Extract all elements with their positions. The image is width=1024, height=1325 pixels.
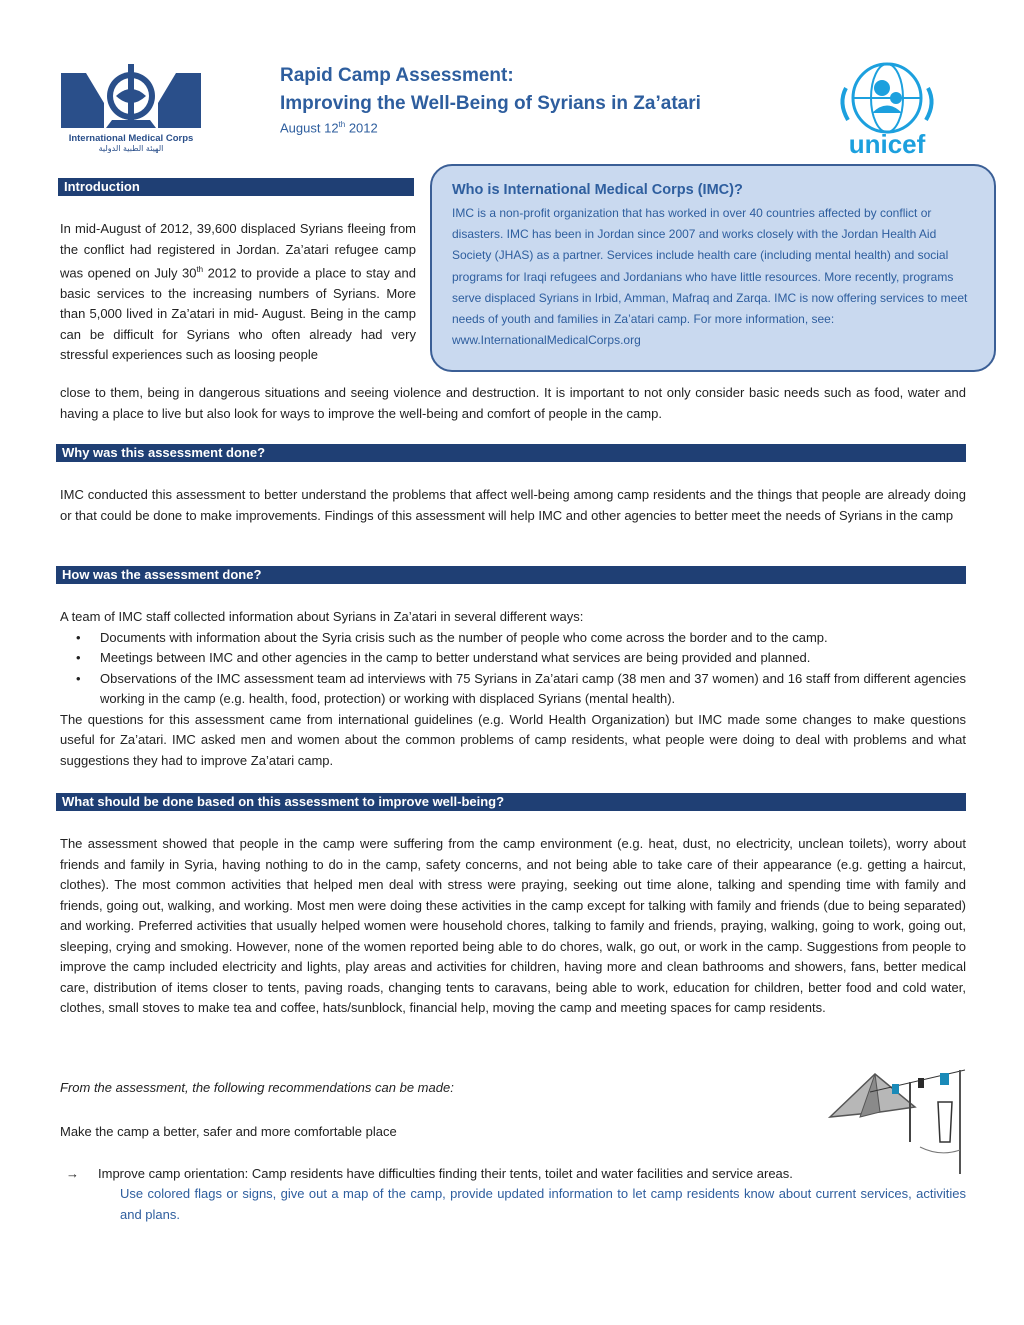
what-heading: What should be done based on this assessment to improve well-being? — [56, 793, 966, 811]
imc-logo-arabic: الهيئة الطبية الدولية — [98, 144, 164, 153]
recommend-item-1-action: Use colored flags or signs, give out a map of the camp, provide updated information to let camp residents know about current services, activities and plans. — [120, 1186, 966, 1222]
how-after: The questions for this assessment came from international guidelines (e.g. World Health Organization) but IMC made some changes to make questions useful for Za’atari. IMC asked men and women about the common problems of camp residents, what people were doing to deal with problems and what suggestions they had to improve Za’atari camp. — [60, 711, 966, 768]
imc-info-text: IMC is a non-profit organization that has worked in over 40 countries affected by conflict or disasters. IMC has been in Jordan since 2007 and works closely with the Jordan Health Aid Society (JHAS) as a partner. Services include health care (including mental health) and social programs for Iraqi refugees and Jordanians who have little resources. More recently, programs serve displaced Syrians in Irbid, Amman, Mafraq and Zarqa. IMC is now offering services to meet needs of youth and families in Za’atari camp. For more information, see: www.InternationalMedicalCorps.org — [452, 206, 968, 348]
imc-logo-text: International Medical Corps — [68, 133, 194, 144]
date-suffix: 2012 — [345, 120, 378, 136]
recommend-subheading: Make the camp a better, safer and more comfortable place — [60, 1124, 397, 1139]
arrow-icon: → — [66, 1166, 79, 1181]
title-line-1: Rapid Camp Assessment: — [280, 65, 514, 86]
bullet-dot: • — [76, 629, 81, 645]
date-sup: th — [338, 120, 346, 129]
list-item — [60, 628, 966, 649]
bullet-dot: • — [76, 650, 81, 665]
bullet-text: Meetings between IMC and other agencies in the camp to better understand what services are being provided and planned. — [100, 650, 811, 665]
list-item — [60, 648, 966, 669]
how-intro: A team of IMC staff collected information about Syrians in Za’atari in several different ways: — [60, 609, 584, 624]
intro-text-b: 2012 to provide a place to stay and basic services to the increasing numbers of Syrians. More than 5,000 lived in Za’atari in mid- August. Being in the camp can be difficult for Syrians who often already had very stressful experiences such as loosing people — [60, 265, 416, 363]
date-prefix: August 12 — [280, 120, 339, 136]
how-section — [60, 607, 966, 771]
why-heading: Why was this assessment done? — [56, 444, 966, 462]
recommend-item-1: Improve camp orientation: Camp residents have difficulties finding their tents, toilet and water facilities and service areas. — [98, 1166, 793, 1181]
how-heading: How was the assessment done? — [56, 566, 966, 584]
what-paragraph: The assessment showed that people in the camp were suffering from the camp environment (e.g. heat, dust, no electricity, unclean toilets), worry about friends and family in Syria, having nothing to do in the camp, safety concerns, and not being able to take care of their appearance (e.g. getting a haircut, clothes). The most common activities that helped men deal with stress were praying, seeking out time alone, talking and spending time with family and friends, going out, walking, and working. Most men were doing these activities in the camp except for talking with family and friends (due to being separated) and working. Preferred activities that usually helped women were household chores, talking to family and friends, praying, walking, going to work, going out, sleeping, crying and smoking. However, none of the women reported being able to do chores, walk, go out, or work in the camp. Suggestions from people to improve the camp included electricity and lights, play areas and activities for children, having more and clean bathrooms and showers, fans, better medical care, distribution of items closer to tents, paving roads, changing tents to caravans, being able to work, education for children, better food and cold water, clothes, small stoves to make tea and coffee, hats/sunblock, financial help, moving the camp and meeting spaces for camp residents. — [60, 836, 966, 1015]
list-item — [60, 669, 966, 710]
why-paragraph: IMC conducted this assessment to better understand the problems that affect well-being among camp residents and the things that people are already doing or that could be done to make improvements. Findings of this assessment will help IMC and other agencies to better meet the needs of Syrians in the camp — [60, 487, 966, 523]
bullet-text: Documents with information about the Syria crisis such as the number of people who come across the border and to the camp. — [100, 629, 828, 645]
intro-heading: Introduction — [58, 178, 414, 196]
title-line-2: Improving the Well-Being of Syrians in Za’atari — [280, 93, 701, 114]
bullet-text: Observations of the IMC assessment team ad interviews with 75 Syrians in Za’atari camp (38 men and 37 women) and 16 staff from different agencies working in the camp (e.g. health, food, protection) or working with displaced Syrians (mental health). — [100, 670, 966, 706]
intro-paragraph — [60, 219, 416, 366]
report-date — [280, 120, 378, 135]
imc-info-title: Who is International Medical Corps (IMC)? — [452, 182, 743, 198]
bullet-dot: • — [76, 670, 81, 686]
recommend-intro: From the assessment, the following recommendations can be made: — [60, 1080, 454, 1095]
intro-paragraph-cont: close to them, being in dangerous situations and seeing violence and destruction. It is important to not only consider basic needs such as food, water and having a place to live but also look for ways to improve the well-being and comfort of people in the camp. — [60, 385, 966, 421]
page-title — [280, 62, 701, 118]
unicef-logo — [832, 58, 942, 158]
intro-text-a: In mid-August of 2012, 39,600 displaced Syrians fleeing from the conflict had registered in Jordan. Za’atari refugee camp was opened on July 30 — [60, 221, 416, 281]
how-bullet-list — [60, 628, 966, 710]
intro-sup: th — [196, 265, 204, 274]
imc-logo — [56, 58, 206, 153]
unicef-logo-text: unicef — [848, 129, 926, 158]
tent-illustration — [820, 1062, 970, 1174]
